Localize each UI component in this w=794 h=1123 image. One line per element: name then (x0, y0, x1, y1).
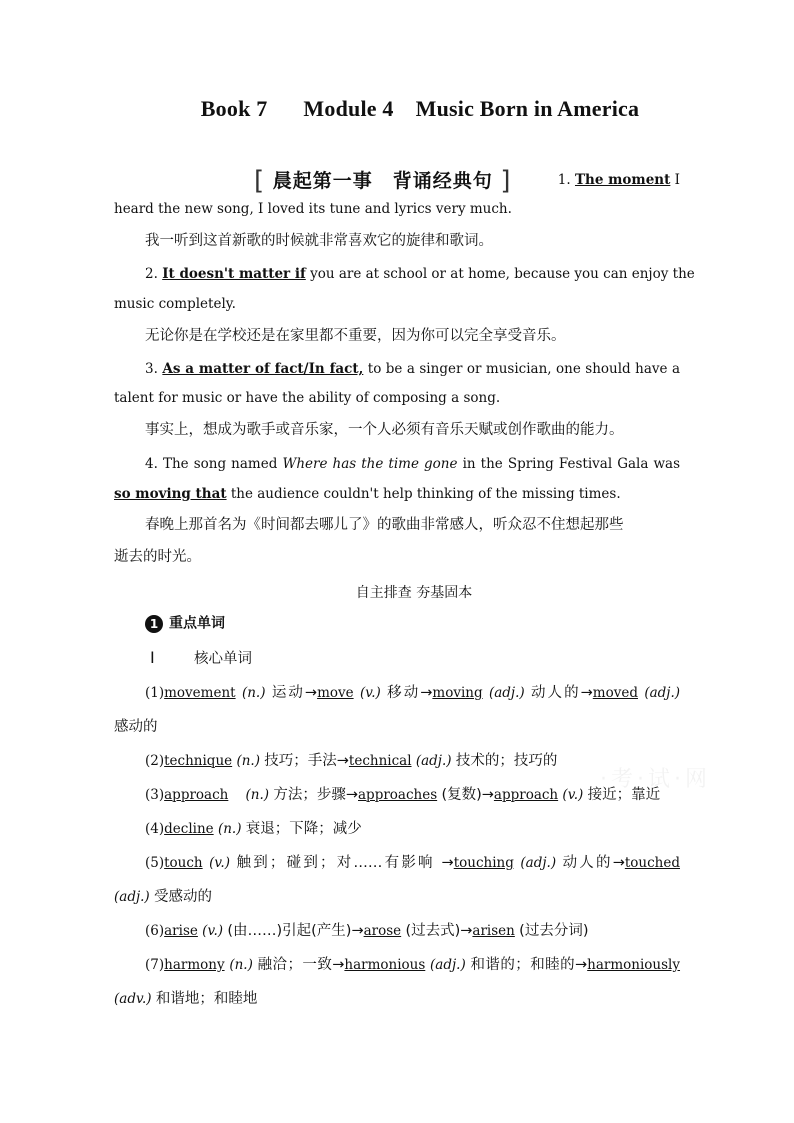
sentence-2-line1: 2. It doesn't matter if you are at school or at home, because you can enjoy the (145, 266, 695, 282)
vocab-1-line2: 感动的 (114, 719, 158, 735)
key-phrase: so moving that (114, 486, 227, 502)
song-title: Where has the time gone (282, 456, 458, 472)
sentence-4-line2: so moving that the audience couldn't help thinking of the missing times. (114, 486, 621, 502)
sentence-3-line2: talent for music or have the ability of composing a song. (114, 390, 501, 406)
number-badge: 1 (145, 615, 163, 633)
sentence-1-line2: heard the new song, I loved its tune and lyrics very much. (114, 201, 512, 217)
sentence-4-cn2: 逝去的时光。 (114, 549, 201, 565)
vocab-6: (6)arise (v.) (由……)引起(产生)→arose (过去式)→arisen (过去分词) (145, 923, 589, 939)
key-phrase: The moment (574, 172, 671, 188)
key-phrase: As a matter of fact/In fact, (162, 361, 364, 377)
watermark: ·考·试·网 (600, 767, 711, 792)
sentence-3-line1: 3. As a matter of fact/In fact, to be a singer or musician, one should have a (145, 361, 681, 377)
title-module: Module 4 (303, 96, 394, 121)
sentence-2-cn: 无论你是在学校还是在家里都不重要，因为你可以完全享受音乐。 (145, 328, 566, 344)
part-label: 重点单词 (169, 615, 225, 632)
section-label: 晨起第一事 背诵经典句 (272, 170, 493, 192)
page-title (0, 96, 794, 122)
title-book: Book 7 (200, 96, 268, 121)
subpart-label: 核心单词 (194, 651, 252, 667)
sentence-2-line2: music completely. (114, 296, 236, 312)
sentence-3-cn: 事实上，想成为歌手或音乐家，一个人必须有音乐天赋或创作歌曲的能力。 (145, 422, 624, 438)
bracket-open: [ (254, 166, 266, 196)
vocab-5-line2: (adj.) 受感动的 (114, 889, 212, 905)
section-heading-review: 自主排查 夯基固本 (355, 585, 473, 601)
key-phrase: It doesn't matter if (162, 266, 306, 282)
subpart-heading (150, 650, 685, 668)
vocab-7-line2: (adv.) 和谐地；和睦地 (114, 991, 258, 1007)
vocab-2: (2)technique (n.) 技巧；手法→technical (adj.) 技术的；技巧的 (145, 753, 558, 769)
title-topic: Music Born in America (415, 96, 640, 121)
vocab-1-line1: (1)movement (n.) 运动→move (v.) 移动→moving (adj.) 动人的→moved (adj.) (145, 685, 681, 701)
vocab-7-line1: (7)harmony (n.) 融洽；一致→harmonious (adj.) 和谐的；和睦的→harmoniously (145, 957, 681, 973)
part-heading (145, 614, 680, 633)
vocab-3: (3)approach (n.) 方法；步骤→approaches (复数)→approach (v.) 接近；靠近 (145, 787, 661, 803)
vocab-5-line1: (5)touch (v.) 触到；碰到；对……有影响 →touching (adj.) 动人的→touched (145, 855, 680, 871)
roman-numeral: Ⅰ (150, 650, 155, 667)
sentence-1-cn: 我一听到这首新歌的时候就非常喜欢它的旋律和歌词。 (145, 233, 493, 249)
sentence-4-line1: 4. The song named Where has the time gone in the Spring Festival Gala was (145, 456, 681, 472)
section-heading-morning (254, 164, 512, 194)
sentence-1-start: 1. The moment I (557, 172, 680, 188)
bracket-close: ] (500, 166, 512, 196)
sentence-4-cn1: 春晚上那首名为《时间都去哪儿了》的歌曲非常感人，听众忍不住想起那些 (145, 517, 624, 533)
vocab-4: (4)decline (n.) 衰退；下降；减少 (145, 821, 362, 837)
